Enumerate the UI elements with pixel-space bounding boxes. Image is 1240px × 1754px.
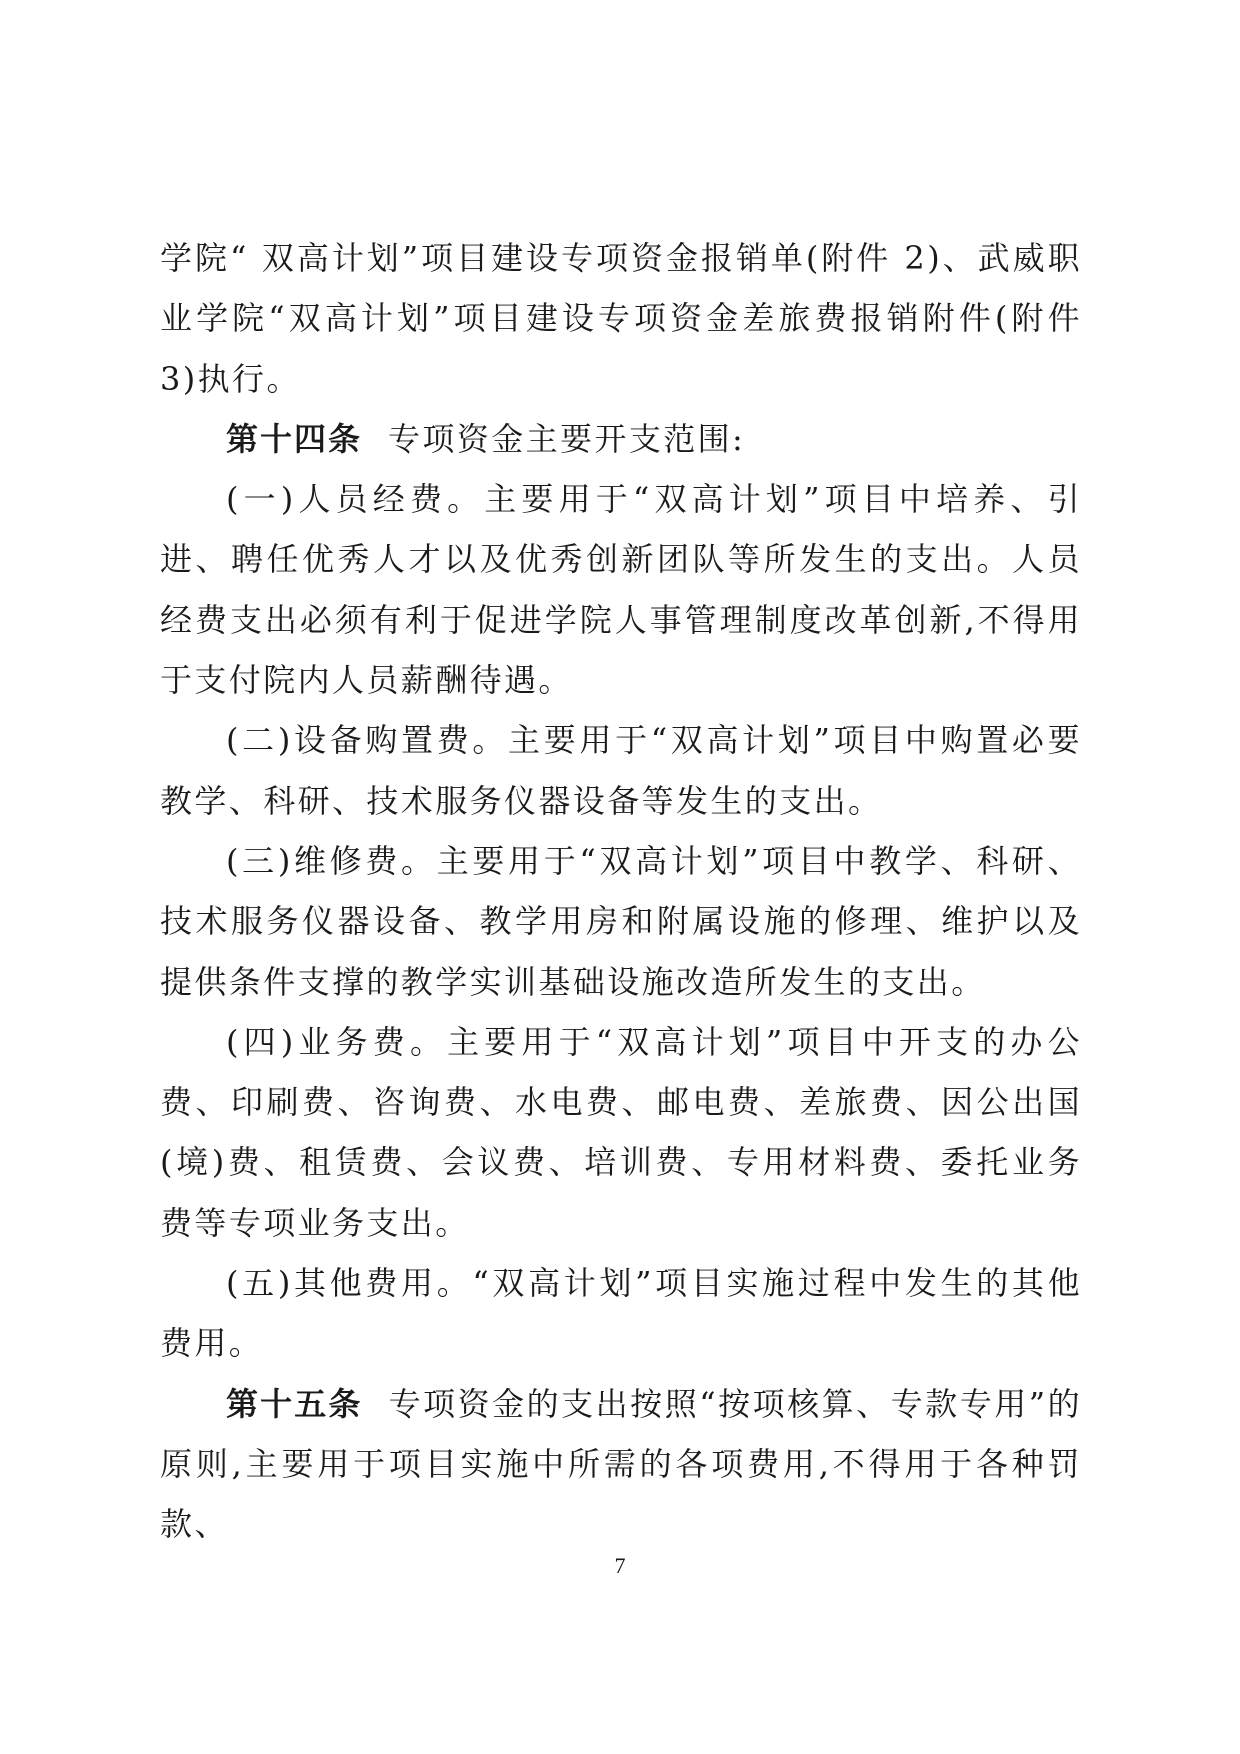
item-other-costs [160,1253,1082,1374]
paragraph-text: 专项资金主要开支范围: [388,419,746,458]
paragraph-text: (五)其他费用。“双高计划”项目实施过程中发生的其他费用。 [160,1264,1082,1363]
article-14-heading [160,409,1082,469]
paragraph-text: 学院“ 双高计划”项目建设专项资金报销单(附件 2)、武威职业学院“双高计划”项目建设专项资金差旅费报销附件(附件 3)执行。 [160,239,1082,398]
item-maintenance [160,831,1082,1012]
article-number: 第十五条 [226,1384,363,1423]
item-equipment-purchase [160,710,1082,831]
item-personnel-costs [160,469,1082,710]
page-number: 7 [614,1553,626,1578]
item-business-costs [160,1012,1082,1253]
document-body [160,228,1082,1555]
article-number: 第十四条 [226,419,363,458]
paragraph-text: (一)人员经费。主要用于“双高计划”项目中培养、引进、聘任优秀人才以及优秀创新团队等所发生的支出。人员经费支出必须有利于促进学院人事管理制度改革创新,不得用于支付院内人员薪酬待遇。 [160,480,1082,700]
paragraph-continuation [160,228,1082,409]
paragraph-text: (四)业务费。主要用于“双高计划”项目中开支的办公费、印刷费、咨询费、水电费、邮电费、差旅费、因公出国(境)费、租赁费、会议费、培训费、专用材料费、委托业务费等专项业务支出。 [160,1022,1082,1242]
paragraph-text: 专项资金的支出按照“按项核算、专款专用”的原则,主要用于项目实施中所需的各项费用,不得用于各种罚款、 [160,1384,1082,1544]
paragraph-text: (三)维修费。主要用于“双高计划”项目中教学、科研、技术服务仪器设备、教学用房和附属设施的修理、维护以及提供条件支撑的教学实训基础设施改造所发生的支出。 [160,841,1082,1001]
paragraph-text: (二)设备购置费。主要用于“双高计划”项目中购置必要教学、科研、技术服务仪器设备等发生的支出。 [160,721,1082,820]
article-15-paragraph [160,1374,1082,1555]
